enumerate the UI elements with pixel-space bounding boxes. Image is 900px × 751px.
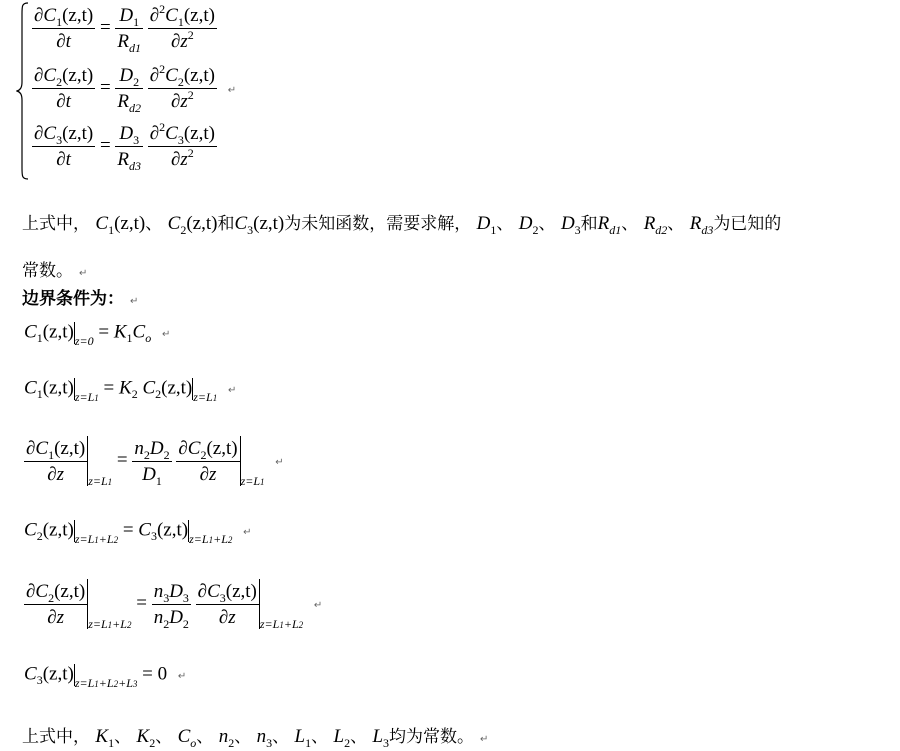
eq1-lhs-fraction: $\frac{\partial C_1(z,t)}{\partial t}$ (34, 5, 94, 52)
paragraph-unknowns: 上式中， $C_1(z,t)$、 $C_2(z,t)$和$C_3(z,t)$为未知函数，需要求解， $D_1$、 $D_2$、 $D_3$和$R_{d1}$、 $R_{d2}$、 $R_{d3}$为已知的 (22, 213, 782, 237)
boundary-condition-2: $C_1(z,t)_{z=L1} = K_2$ $C_2(z,t)_{z=L1}$ ↵ (24, 377, 237, 405)
boundary-heading: 边界条件为： ↵ (22, 289, 139, 309)
eq2-lhs-fraction: $\frac{\partial C_2(z,t)}{\partial t}$ (34, 65, 94, 112)
eq2-coef-fraction: $\frac{D_2}{R_{d2}}$ (117, 65, 142, 115)
eq1-coef-fraction: $\frac{D_1}{R_{d1}}$ (117, 5, 142, 55)
boundary-condition-4: $C_2(z,t)_{z=L1+L2} = C_3(z,t)_{z=L1+L2}$ ↵ (24, 519, 252, 547)
paragraph-unknowns-cont: 常数。 ↵ (22, 261, 88, 281)
eq1-rhs-fraction: $\frac{\partial^2C_1(z,t)}{\partial z^2}$ (149, 2, 215, 52)
equation-3: $\frac{\partial C_3(z,t)}{\partial t}$ = $\frac{D_3}{R_{d3}}$ $\frac{\partial^2C_3(z,t)}{\partial z^2}$ (34, 120, 215, 173)
paragraph-mark: ↵ (227, 84, 237, 96)
eq3-coef-fraction: $\frac{D_3}{R_{d3}}$ (117, 123, 142, 173)
boundary-condition-3: $\frac{\partial C_1(z,t)}{\partial z}$ $_{z=L1}$ = $\frac{n_2D_2}{D_1}$ $\frac{\partial C_2(z,t)}{\partial z}$ $_{z=L1}$ ↵ (26, 437, 284, 489)
equation-1: $\frac{\partial C_1(z,t)}{\partial t}$ = $\frac{D_1}{R_{d1}}$ $\frac{\partial^2C_1(z,t)}{\partial z^2}$ (34, 2, 215, 55)
system-brace (16, 2, 30, 180)
eq3-rhs-fraction: $\frac{\partial^2C_3(z,t)}{\partial z^2}$ (149, 120, 215, 170)
paragraph-constants: 上式中， $K_1$、 $K_2$、 $C_o$、 $n_2$、 $n_3$、 $L_1$、 $L_2$、 $L_3$均为常数。 ↵ (22, 726, 489, 750)
eq2-rhs-fraction: $\frac{\partial^2C_2(z,t)}{\partial z^2}$ (149, 62, 215, 112)
boundary-condition-6: $C_3(z,t)_{z=L1+L2+L3} = 0$ ↵ (24, 663, 187, 691)
eq3-lhs-fraction: $\frac{\partial C_3(z,t)}{\partial t}$ (34, 123, 94, 170)
equation-2: $\frac{\partial C_2(z,t)}{\partial t}$ = $\frac{D_2}{R_{d2}}$ $\frac{\partial^2C_2(z,t)}{\partial z^2}$ ↵ (34, 62, 237, 115)
boundary-condition-1: $C_1(z,t)_{z=0} = K_1C_o$ ↵ (24, 321, 171, 349)
boundary-condition-5: $\frac{\partial C_2(z,t)}{\partial z}$ $_{z=L1+L2}$ = $\frac{n_3D_3}{n_2D_2}$ $\frac{\partial C_3(z,t)}{\partial z}$ $_{z=L1+L2}$ ↵ (26, 580, 323, 632)
